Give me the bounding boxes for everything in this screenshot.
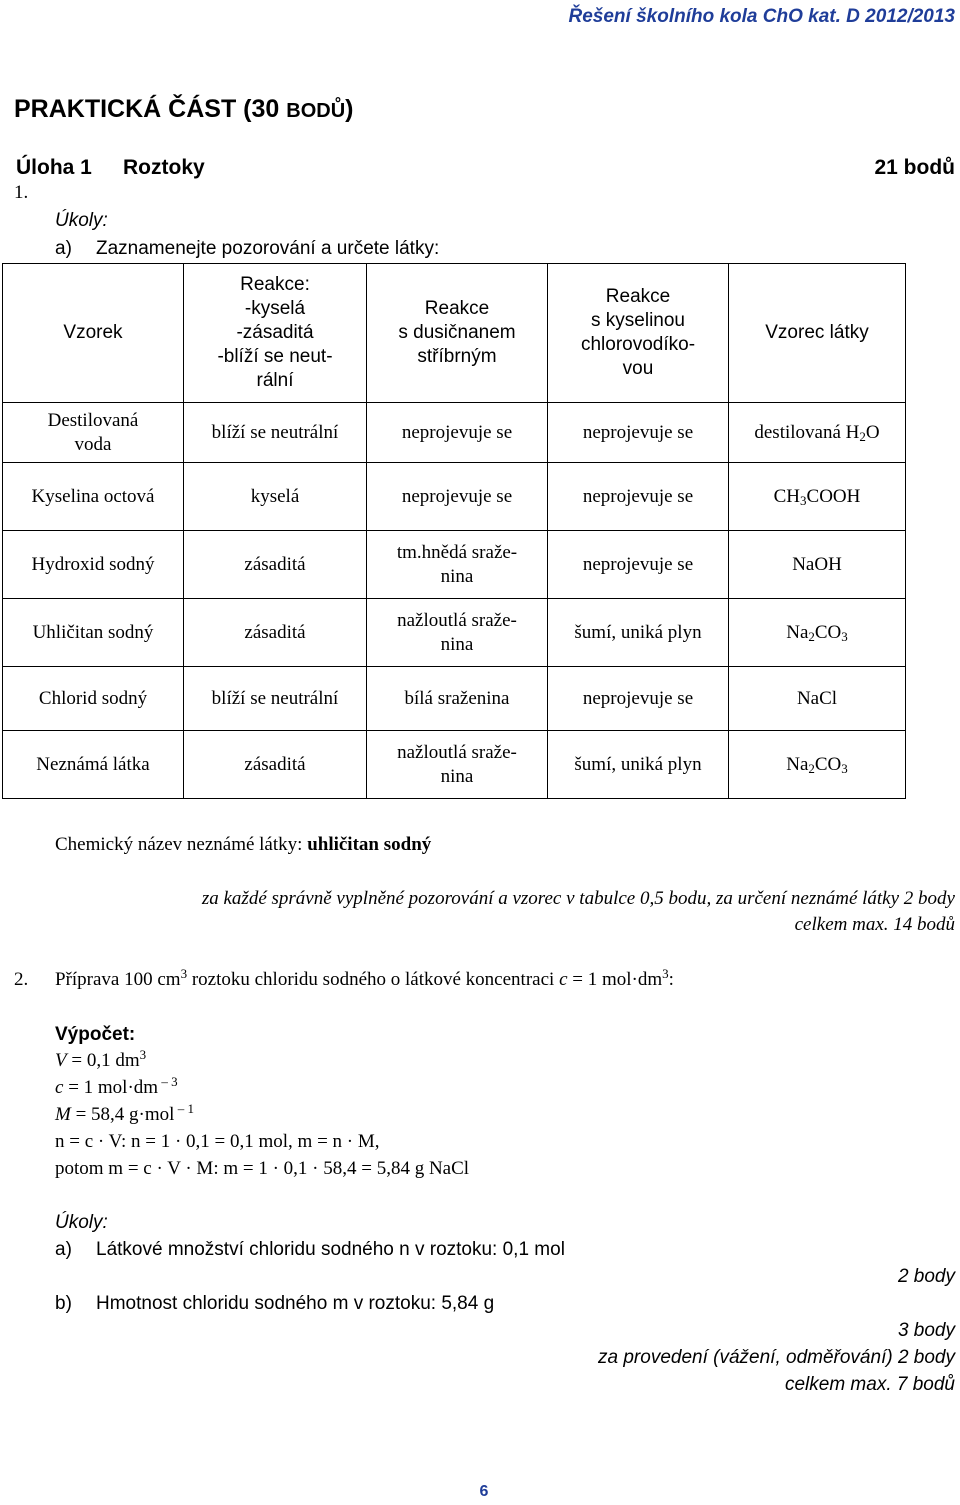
formula-sub: 2 (808, 628, 815, 644)
cell-formula (729, 667, 906, 731)
formula-sub: 2 (859, 428, 866, 444)
calc-sup: – 1 (174, 1101, 194, 1116)
formula-text: O (865, 421, 880, 443)
cell-hcl: neprojevuje se (548, 667, 729, 731)
part2-task-b-points: 3 body (897, 1320, 955, 1341)
formula-text: Na (786, 621, 809, 643)
cell-silver: bílá sraženina (367, 667, 548, 731)
part2-task-a: Látkové množství chloridu sodného n v roztoku: 0,1 mol (96, 1239, 565, 1260)
formula-text: NaCl (796, 687, 838, 709)
calc-amount: n = c · V: n = 1 · 0,1 = 0,1 mol, m = n · M, (55, 1131, 380, 1152)
task-name: Roztoky (123, 156, 205, 179)
part2-task-b-label: b) (55, 1293, 72, 1314)
table-row (3, 731, 906, 799)
calc-text: = 1 mol·dm (63, 1077, 159, 1098)
intro-var: c (559, 969, 568, 990)
title-points: BODŮ (286, 100, 346, 122)
cell-reaction: zásaditá (184, 731, 367, 799)
intro-text: roztoku chloridu sodného o látkové koncentraci (187, 969, 560, 990)
header-vzorek (3, 264, 184, 403)
intro-sup: 3 (180, 966, 188, 981)
table-row (3, 463, 906, 531)
table-row (3, 531, 906, 599)
calc-text: = 58,4 g·mol (70, 1104, 175, 1125)
cell-sample: Hydroxid sodný (3, 531, 184, 599)
formula-sub: 3 (841, 760, 848, 776)
formula-text: CH (773, 485, 801, 507)
title-end: ) (345, 95, 354, 123)
cell-hcl: neprojevuje se (548, 531, 729, 599)
intro-sup: 3 (662, 966, 669, 981)
table-row (3, 599, 906, 667)
table-row (3, 403, 906, 463)
intro-text: : (668, 969, 674, 990)
cell-sample: Chlorid sodný (3, 667, 184, 731)
intro-text: Příprava 100 cm (55, 969, 181, 990)
calc-volume (55, 1047, 147, 1072)
page-title (14, 95, 353, 124)
part2-intro (55, 966, 674, 991)
header-formula (729, 264, 906, 403)
formula-sub: 3 (841, 628, 848, 644)
calc-var: c (55, 1077, 64, 1098)
scoring-line: za každé správně vyplněné pozorování a vzorec v tabulce 0,5 bodu, za určení neznámé látky 2 body (201, 888, 955, 909)
cell-hcl: neprojevuje se (548, 403, 729, 463)
header-text: Vzorek (63, 322, 123, 343)
intro-text: = 1 mol·dm (567, 969, 663, 990)
cell-formula (729, 731, 906, 799)
formula-text: CO (814, 621, 842, 643)
cell-reaction: blíží se neutrální (184, 403, 367, 463)
formula-text: Na (786, 753, 809, 775)
title-text: PRAKTICKÁ ČÁST (30 (14, 95, 287, 123)
cell-formula (729, 463, 906, 531)
cell-silver: nažloutlá sraže- nina (367, 599, 548, 667)
chemical-name-label: Chemický název neznámé látky: (55, 834, 308, 855)
cell-reaction: zásaditá (184, 599, 367, 667)
cell-formula (729, 403, 906, 463)
cell-formula (729, 531, 906, 599)
header-text: Reakce s dusičnanem stříbrným (398, 298, 516, 367)
cell-formula (729, 599, 906, 667)
cell-hcl: šumí, uniká plyn (548, 731, 729, 799)
page-number: 6 (479, 1483, 489, 1500)
cell-silver: neprojevuje se (367, 463, 548, 531)
header-reaction (184, 264, 367, 403)
part2-task-a-points: 2 body (897, 1266, 955, 1287)
calc-molar-mass (55, 1101, 194, 1126)
calc-sup: 3 (139, 1047, 147, 1062)
calc-sup: – 3 (158, 1074, 178, 1089)
part1-number: 1. (14, 182, 29, 203)
cell-sample: Neznámá látka (3, 731, 184, 799)
cell-sample: Kyselina octová (3, 463, 184, 531)
part2-number: 2. (14, 969, 29, 990)
part2-task-a-label: a) (55, 1239, 72, 1260)
formula-text: COOH (806, 485, 861, 507)
part2-task-b: Hmotnost chloridu sodného m v roztoku: 5,84 g (96, 1293, 495, 1314)
observation-table (2, 263, 906, 799)
cell-silver: tm.hnědá sraže- nina (367, 531, 548, 599)
cell-hcl: neprojevuje se (548, 463, 729, 531)
part1-ukoly: Úkoly: (55, 210, 108, 231)
task-label: Úloha 1 (16, 156, 92, 179)
header-hcl (548, 264, 729, 403)
cell-hcl: šumí, uniká plyn (548, 599, 729, 667)
calc-text: = 0,1 dm (66, 1050, 140, 1071)
formula-text: destilovaná H (754, 421, 860, 443)
table-row (3, 667, 906, 731)
formula-text: CO (814, 753, 842, 775)
calc-concentration (55, 1074, 178, 1099)
table-header-row (3, 264, 906, 403)
cell-reaction: zásaditá (184, 531, 367, 599)
calc-var: M (55, 1104, 71, 1125)
part2-ukoly: Úkoly: (55, 1212, 108, 1233)
scoring-total: celkem max. 14 bodů (794, 914, 955, 935)
header-text: Reakce s kyselinou chlorovodíko- vou (580, 286, 696, 379)
header-silver-nitrate (367, 264, 548, 403)
header-text: Vzorec látky (765, 322, 869, 343)
chemical-name-value: uhličitan sodný (307, 834, 432, 855)
formula-sub: 3 (800, 492, 807, 508)
calc-var: V (55, 1050, 67, 1071)
page-header: Řešení školního kola ChO kat. D 2012/2013 (568, 6, 955, 27)
part2-extra-points: za provedení (vážení, odměřování) 2 body (598, 1347, 955, 1368)
cell-silver: nažloutlá sraže- nina (367, 731, 548, 799)
cell-reaction: blíží se neutrální (184, 667, 367, 731)
calc-heading: Výpočet: (55, 1024, 136, 1045)
formula-text: NaOH (792, 553, 842, 575)
part2-total: celkem max. 7 bodů (784, 1374, 955, 1395)
part1-item-a-text: Zaznamenejte pozorování a určete látky: (96, 238, 440, 259)
cell-sample: Uhličitan sodný (3, 599, 184, 667)
chemical-name (55, 834, 431, 856)
calc-mass: potom m = c · V · M: m = 1 · 0,1 · 58,4 = 5,84 g NaCl (55, 1158, 470, 1179)
header-text: Reakce: -kyselá -zásaditá -blíží se neut- rální (217, 274, 333, 391)
cell-silver: neprojevuje se (367, 403, 548, 463)
formula-sub: 2 (808, 760, 815, 776)
cell-reaction: kyselá (184, 463, 367, 531)
cell-sample: Destilovaná voda (3, 403, 184, 463)
task-points: 21 bodů (874, 156, 955, 179)
part1-item-a-label: a) (55, 238, 72, 259)
